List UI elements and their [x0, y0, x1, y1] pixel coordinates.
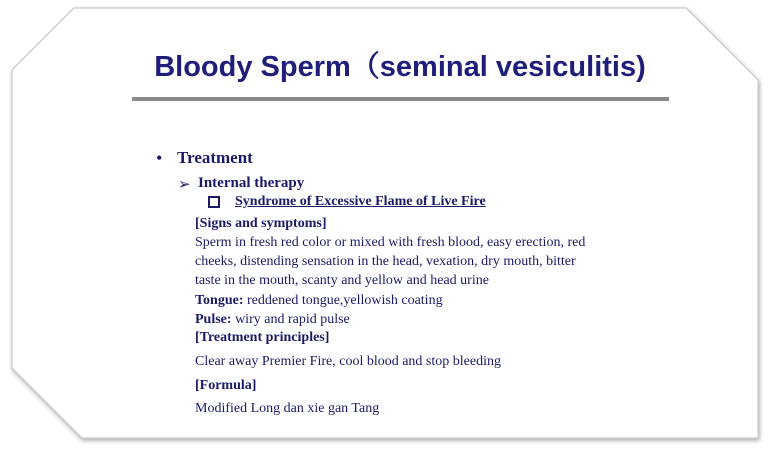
formula-text: Modified Long dan xie gan Tang	[195, 401, 380, 416]
symptoms-line: Sperm in fresh red color or mixed with fresh blood, easy erection, red	[195, 235, 586, 250]
syndrome-heading: Syndrome of Excessive Flame of Live Fire	[235, 194, 486, 209]
internal-therapy-heading: Internal therapy	[198, 175, 305, 191]
checkbox-square-icon	[208, 196, 220, 208]
arrow-bullet-icon: ➢	[178, 177, 191, 193]
signs-symptoms-heading: [Signs and symptoms]	[195, 216, 327, 231]
bullet-marker: •	[156, 148, 163, 168]
pulse-text: wiry and rapid pulse	[231, 312, 350, 327]
pulse-line	[195, 312, 350, 328]
formula-heading: [Formula]	[195, 378, 257, 393]
tongue-label: Tongue:	[195, 293, 244, 308]
treatment-principles-heading: [Treatment principles]	[195, 330, 330, 345]
treatment-heading: Treatment	[177, 148, 253, 167]
symptoms-line: taste in the mouth, scanty and yellow and head urine	[195, 273, 489, 288]
tongue-text: reddened tongue,yellowish coating	[243, 293, 443, 308]
title-divider	[132, 97, 669, 101]
treatment-principles-text: Clear away Premier Fire, cool blood and stop bleeding	[195, 354, 501, 369]
slide-title: Bloody Sperm（seminal vesiculitis)	[154, 51, 646, 83]
symptoms-line: cheeks, distending sensation in the head, vexation, dry mouth, bitter	[195, 254, 576, 269]
pulse-label: Pulse:	[195, 312, 232, 327]
tongue-line	[195, 293, 443, 309]
